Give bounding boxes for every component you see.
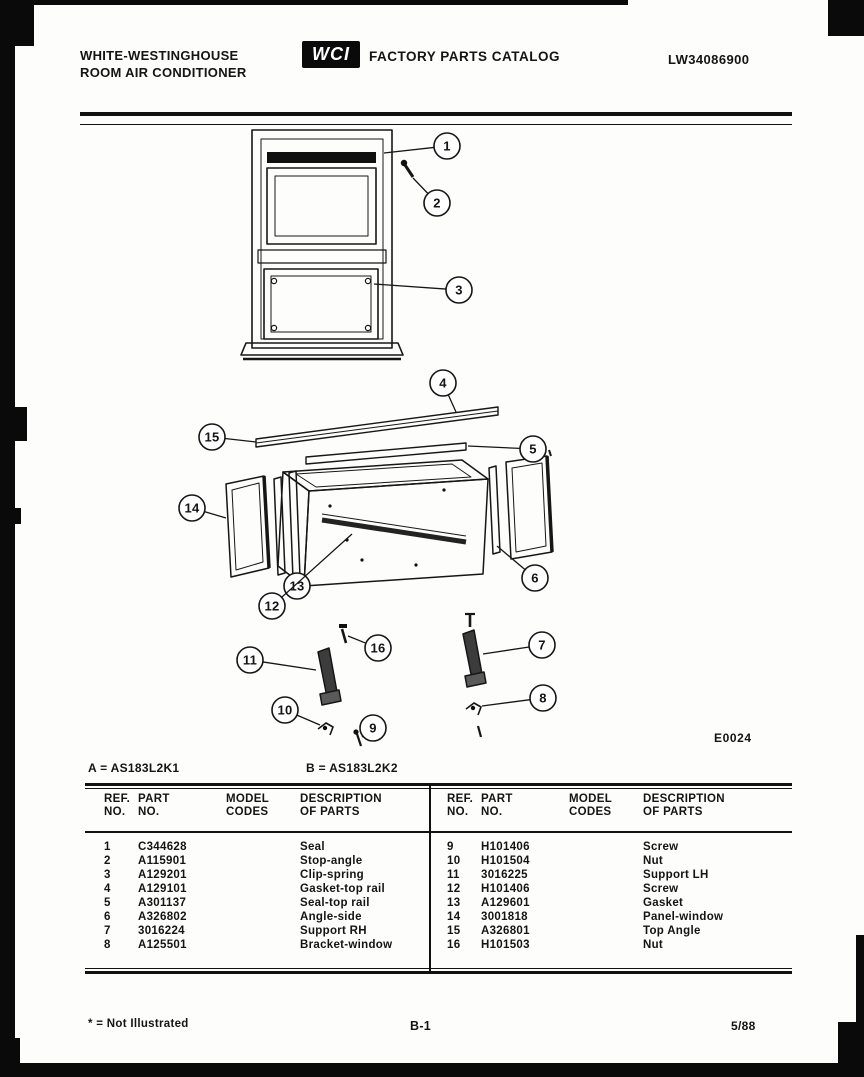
part-part-cell: A301137 <box>138 897 187 909</box>
parts-rows-left <box>85 840 430 952</box>
callout-leader-15 <box>225 438 256 442</box>
side-panels-drawing <box>226 450 552 579</box>
col-header-line: OF PARTS <box>300 806 360 818</box>
part-part-cell: A115901 <box>138 855 187 867</box>
part-codes-cell <box>226 924 300 938</box>
part-desc-cell: Screw <box>643 841 679 853</box>
callout-leader-2 <box>413 178 428 194</box>
part-part-cell: A129601 <box>481 897 530 909</box>
parts-row <box>85 840 430 854</box>
part-codes-cell <box>226 854 300 868</box>
model-a-label: A = AS183L2K1 <box>88 761 180 775</box>
top-rails-drawing <box>256 407 498 464</box>
part-ref-cell: 12 <box>447 883 461 895</box>
callout-number-9: 9 <box>369 720 377 736</box>
seal-part-drawing <box>267 152 376 163</box>
brand-line1: WHITE-WESTINGHOUSE <box>80 48 239 63</box>
part-ref-cell: 8 <box>104 939 111 951</box>
part-ref-cell: 9 <box>447 841 454 853</box>
table-rule-bottom <box>85 971 792 974</box>
part-part-cell: H101503 <box>481 939 530 951</box>
part-desc-cell: Seal <box>300 841 325 853</box>
table-rule-bottom-inner <box>85 968 792 969</box>
brand-line2: ROOM AIR CONDITIONER <box>80 65 247 80</box>
figure-code: E0024 <box>714 731 752 745</box>
table-header-left <box>85 793 446 819</box>
wci-logo <box>302 41 360 68</box>
scan-corner-top-right <box>828 0 864 36</box>
part-desc-cell: Support RH <box>300 925 367 937</box>
part-codes-cell <box>569 910 643 924</box>
callout-leader-7 <box>483 647 529 654</box>
col-header-line: NO. <box>104 806 126 818</box>
col-header-model <box>226 793 300 819</box>
part-part-cell: H101406 <box>481 841 530 853</box>
part-codes-cell <box>569 868 643 882</box>
part-desc-cell: Seal-top rail <box>300 897 370 909</box>
callout-number-6: 6 <box>531 570 539 586</box>
parts-row <box>430 854 792 868</box>
publication-number: LW34086900 <box>668 52 750 67</box>
parts-row <box>430 924 792 938</box>
part-codes-cell <box>226 910 300 924</box>
col-header-line: DESCRIPTION <box>643 793 725 805</box>
col-header-description <box>643 793 806 819</box>
col-header-line: PART <box>138 793 170 805</box>
part-part-cell: 3016225 <box>481 869 528 881</box>
part-codes-cell <box>569 924 643 938</box>
part-part-cell: A326802 <box>138 911 187 923</box>
callout-number-14: 14 <box>184 500 200 516</box>
col-header-line: MODEL <box>569 793 613 805</box>
callout-number-7: 7 <box>538 637 546 653</box>
col-header-line: REF. <box>104 793 131 805</box>
callout-leader-8 <box>482 700 530 706</box>
support-brackets-drawing <box>318 614 486 746</box>
part-ref-cell: 6 <box>104 911 111 923</box>
callout-number-11: 11 <box>242 652 258 668</box>
col-header-line: OF PARTS <box>643 806 703 818</box>
model-codes-line <box>88 761 508 777</box>
part-codes-cell <box>226 896 300 910</box>
part-desc-cell: Stop-angle <box>300 855 363 867</box>
parts-row <box>430 896 792 910</box>
col-header-line: PART <box>481 793 513 805</box>
callout-leader-14 <box>204 512 226 518</box>
part-ref-cell: 13 <box>447 897 461 909</box>
model-b-label: B = AS183L2K2 <box>306 761 398 775</box>
part-desc-cell: Gasket-top rail <box>300 883 386 895</box>
part-part-cell: A326801 <box>481 925 530 937</box>
part-codes-cell <box>226 938 300 952</box>
callout-number-4: 4 <box>439 375 447 391</box>
col-header-part <box>138 793 226 819</box>
table-rule-top <box>85 783 792 786</box>
parts-row <box>85 854 430 868</box>
part-part-cell: 3001818 <box>481 911 528 923</box>
parts-table <box>85 783 792 976</box>
callout-leader-16 <box>348 636 366 643</box>
callout-leader-4 <box>448 395 456 412</box>
callout-leader-11 <box>263 662 316 670</box>
parts-row <box>85 896 430 910</box>
parts-row <box>85 938 430 952</box>
table-header-right <box>430 793 806 819</box>
part-ref-cell: 14 <box>447 911 461 923</box>
cabinet-drawing <box>278 460 488 586</box>
col-header-line: NO. <box>447 806 469 818</box>
not-illustrated-note: * = Not Illustrated <box>88 1018 189 1030</box>
callout-number-5: 5 <box>529 441 537 457</box>
part-ref-cell: 11 <box>447 869 460 881</box>
callout-leader-5 <box>468 446 520 448</box>
col-header-line: NO. <box>138 806 160 818</box>
parts-row <box>430 868 792 882</box>
col-header-model <box>569 793 643 819</box>
catalog-title: FACTORY PARTS CATALOG <box>369 49 561 64</box>
part-desc-cell: Nut <box>643 939 664 951</box>
col-header-description <box>300 793 446 819</box>
callout-number-3: 3 <box>455 282 463 298</box>
scan-corner-top-left <box>0 0 34 46</box>
callout-number-15: 15 <box>204 429 220 445</box>
part-desc-cell: Screw <box>643 883 679 895</box>
parts-rows-right <box>430 840 792 952</box>
callout-leader-10 <box>297 715 320 725</box>
part-codes-cell <box>226 882 300 896</box>
wci-logo-text: WCI <box>312 44 350 64</box>
part-ref-cell: 4 <box>104 883 111 895</box>
callout-number-10: 10 <box>277 702 293 718</box>
brand-block <box>80 47 247 81</box>
screw-part-drawing <box>405 165 413 177</box>
scan-edge-top <box>0 0 628 5</box>
callout-leader-3 <box>374 284 446 289</box>
part-part-cell: H101406 <box>481 883 530 895</box>
scan-edge-right <box>856 935 864 1077</box>
parts-row <box>430 840 792 854</box>
part-part-cell: A125501 <box>138 939 187 951</box>
col-header-line: CODES <box>226 806 269 818</box>
window-assembly-drawing <box>241 130 413 359</box>
parts-row <box>85 882 430 896</box>
parts-row <box>85 868 430 882</box>
part-ref-cell: 10 <box>447 855 461 867</box>
part-ref-cell: 3 <box>104 869 111 881</box>
part-desc-cell: Nut <box>643 855 664 867</box>
col-header-ref <box>101 793 138 819</box>
col-header-line: CODES <box>569 806 612 818</box>
scan-edge-bottom <box>0 1063 864 1077</box>
scan-corner-bottom-left <box>0 1038 20 1077</box>
part-part-cell: H101504 <box>481 855 530 867</box>
callout-number-13: 13 <box>289 578 305 594</box>
part-ref-cell: 1 <box>104 841 111 853</box>
part-codes-cell <box>226 840 300 854</box>
col-header-line: REF. <box>447 793 474 805</box>
table-rule-top-inner <box>85 788 792 789</box>
part-codes-cell <box>226 868 300 882</box>
part-desc-cell: Panel-window <box>643 911 724 923</box>
part-ref-cell: 5 <box>104 897 111 909</box>
callout-number-1: 1 <box>443 138 451 154</box>
part-desc-cell: Clip-spring <box>300 869 364 881</box>
col-header-ref <box>444 793 481 819</box>
col-header-line: DESCRIPTION <box>300 793 382 805</box>
part-part-cell: A129101 <box>138 883 187 895</box>
part-desc-cell: Bracket-window <box>300 939 393 951</box>
col-header-line: MODEL <box>226 793 270 805</box>
part-codes-cell <box>569 882 643 896</box>
exploded-view-diagram <box>0 122 864 782</box>
part-part-cell: C344628 <box>138 841 187 853</box>
part-desc-cell: Support LH <box>643 869 709 881</box>
callout-number-12: 12 <box>264 598 280 614</box>
parts-row <box>430 910 792 924</box>
part-part-cell: 3016224 <box>138 925 185 937</box>
part-desc-cell: Angle-side <box>300 911 362 923</box>
col-header-part <box>481 793 569 819</box>
part-ref-cell: 15 <box>447 925 461 937</box>
part-ref-cell: 16 <box>447 939 461 951</box>
col-header-line: NO. <box>481 806 503 818</box>
parts-row <box>85 910 430 924</box>
part-codes-cell <box>569 854 643 868</box>
part-codes-cell <box>569 840 643 854</box>
part-codes-cell <box>569 938 643 952</box>
parts-row <box>430 882 792 896</box>
revision-date: 5/88 <box>731 1019 756 1033</box>
part-ref-cell: 2 <box>104 855 111 867</box>
callout-number-2: 2 <box>433 195 441 211</box>
callout-number-8: 8 <box>539 690 547 706</box>
table-rule-under-header <box>85 831 792 833</box>
part-desc-cell: Top Angle <box>643 925 701 937</box>
parts-row <box>430 938 792 952</box>
part-codes-cell <box>569 896 643 910</box>
page-number: B-1 <box>410 1019 432 1033</box>
part-part-cell: A129201 <box>138 869 187 881</box>
callout-number-16: 16 <box>370 640 386 656</box>
part-desc-cell: Gasket <box>643 897 684 909</box>
parts-row <box>85 924 430 938</box>
part-ref-cell: 7 <box>104 925 111 937</box>
